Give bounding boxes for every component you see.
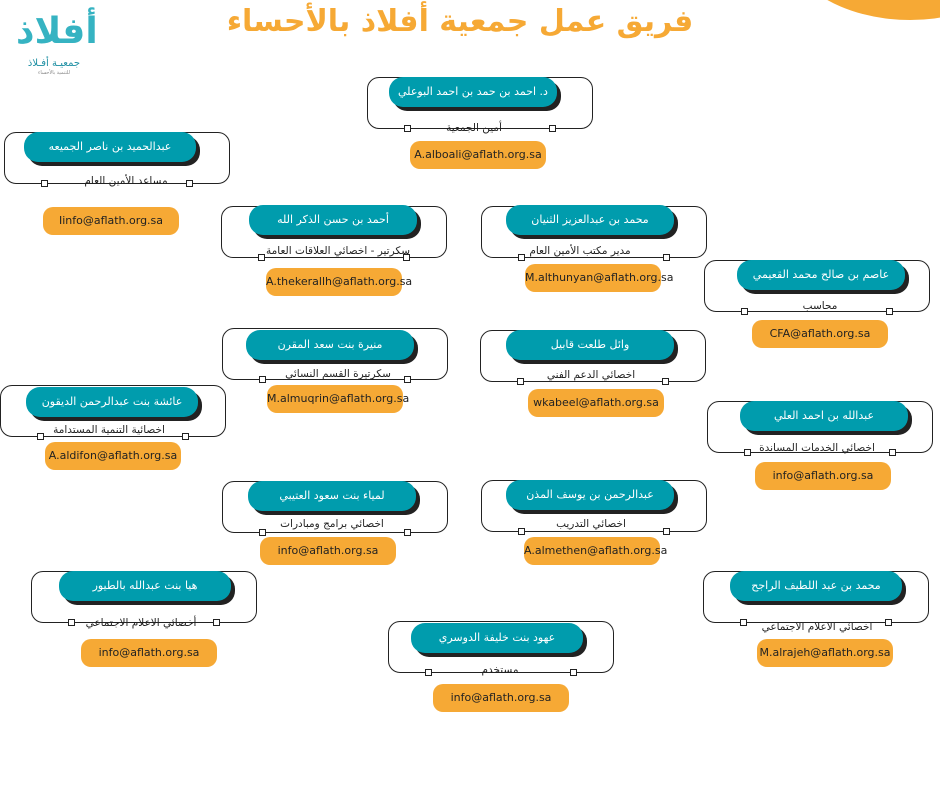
member-role: اخصائي الاعلام الاجتماعي <box>761 621 873 633</box>
member-email[interactable]: A.alboali@aflath.org.sa <box>410 141 546 169</box>
member-email[interactable]: A.almethen@aflath.org.sa <box>524 537 660 565</box>
member-name: د. احمد بن حمد بن احمد البوعلي <box>389 77 557 107</box>
connector-dot <box>213 619 220 626</box>
connector-dot <box>570 669 577 676</box>
member-role: مستخدم <box>481 664 519 676</box>
connector-dot <box>404 376 411 383</box>
member-name: عائشة بنت عبدالرحمن الديقون <box>26 387 198 417</box>
connector-dot <box>662 378 669 385</box>
member-name: عبدالرحمن بن يوسف المذن <box>506 480 674 510</box>
connector-dot <box>549 125 556 132</box>
logo-name: جمعيـة أفـلاذ <box>27 58 81 69</box>
member-email[interactable]: info@aflath.org.sa <box>260 537 396 565</box>
member-name: هيا بنت عبدالله بالطيور <box>59 571 231 601</box>
member-email[interactable]: info@aflath.org.sa <box>81 639 217 667</box>
member-email[interactable]: wkabeel@aflath.org.sa <box>528 389 664 417</box>
connector-dot <box>425 669 432 676</box>
connector-dot <box>517 378 524 385</box>
page-title: فريق عمل جمعية أفلاذ بالأحساء <box>226 4 694 39</box>
member-name: عبدالله بن احمد العلي <box>740 401 908 431</box>
member-email[interactable]: info@aflath.org.sa <box>433 684 569 712</box>
connector-dot <box>744 449 751 456</box>
connector-dot <box>259 529 266 536</box>
member-name: عهود بنت خليفة الدوسري <box>411 623 583 653</box>
connector-dot <box>41 180 48 187</box>
aflath-logo <box>16 6 98 76</box>
member-email[interactable]: M.alrajeh@aflath.org.sa <box>757 639 893 667</box>
member-role: اخصائي الخدمات المساندة <box>759 442 875 454</box>
connector-dot <box>740 619 747 626</box>
member-email[interactable]: M.althunyan@aflath.org.sa <box>525 264 661 292</box>
member-name: عاصم بن صالح محمد القعيمي <box>737 260 905 290</box>
connector-dot <box>37 433 44 440</box>
connector-dot <box>663 254 670 261</box>
member-role: سكرتير - اخصائي العلاقات العامة <box>266 245 410 257</box>
connector-dot <box>518 528 525 535</box>
connector-dot <box>885 619 892 626</box>
connector-dot <box>889 449 896 456</box>
member-role: اخصائي التدريب <box>556 518 626 530</box>
member-name: محمد بن عبدالعزيز الثنيان <box>506 205 674 235</box>
member-email[interactable]: M.almuqrin@aflath.org.sa <box>267 385 403 413</box>
member-name: وائل طلعت قابيل <box>506 330 674 360</box>
member-role: سكرتيرة القسم النسائي <box>285 368 391 380</box>
member-role: مدير مكتب الأمين العام <box>529 245 631 257</box>
connector-dot <box>182 433 189 440</box>
member-name: عبدالحميد بن ناصر الجميعه <box>24 132 196 162</box>
member-name: لمياء بنت سعود العتيبي <box>248 481 416 511</box>
connector-dot <box>886 308 893 315</box>
member-role: محاسب <box>802 300 838 312</box>
member-name: محمد بن عبد اللطيف الراجح <box>730 571 902 601</box>
member-email[interactable]: Iinfo@aflath.org.sa <box>43 207 179 235</box>
member-role: اخصائية التنمية المستدامة <box>53 424 165 436</box>
member-role: أمين الجمعية <box>446 122 502 134</box>
connector-dot <box>259 376 266 383</box>
member-name: منيرة بنت سعد المقرن <box>246 330 414 360</box>
member-email[interactable]: info@aflath.org.sa <box>755 462 891 490</box>
connector-dot <box>663 528 670 535</box>
connector-dot <box>741 308 748 315</box>
member-role: أخصائي الاعلام الاجتماعي <box>85 617 197 629</box>
member-email[interactable]: CFA@aflath.org.sa <box>752 320 888 348</box>
member-name: أحمد بن حسن الذكر الله <box>249 205 417 235</box>
logo-tagline: للتنمية بالأحساء <box>37 70 71 76</box>
connector-dot <box>404 125 411 132</box>
logo-mark: أفلاذ <box>16 11 98 52</box>
member-email[interactable]: A.thekerallh@aflath.org.sa <box>266 268 402 296</box>
member-email[interactable]: A.aldifon@aflath.org.sa <box>45 442 181 470</box>
member-role: مساعد الأمين العام <box>84 175 168 187</box>
corner-decoration <box>785 0 940 20</box>
member-role: اخصائي برامج ومبادرات <box>280 518 384 530</box>
connector-dot <box>404 529 411 536</box>
member-role: اخصائي الدعم الفني <box>546 369 636 381</box>
